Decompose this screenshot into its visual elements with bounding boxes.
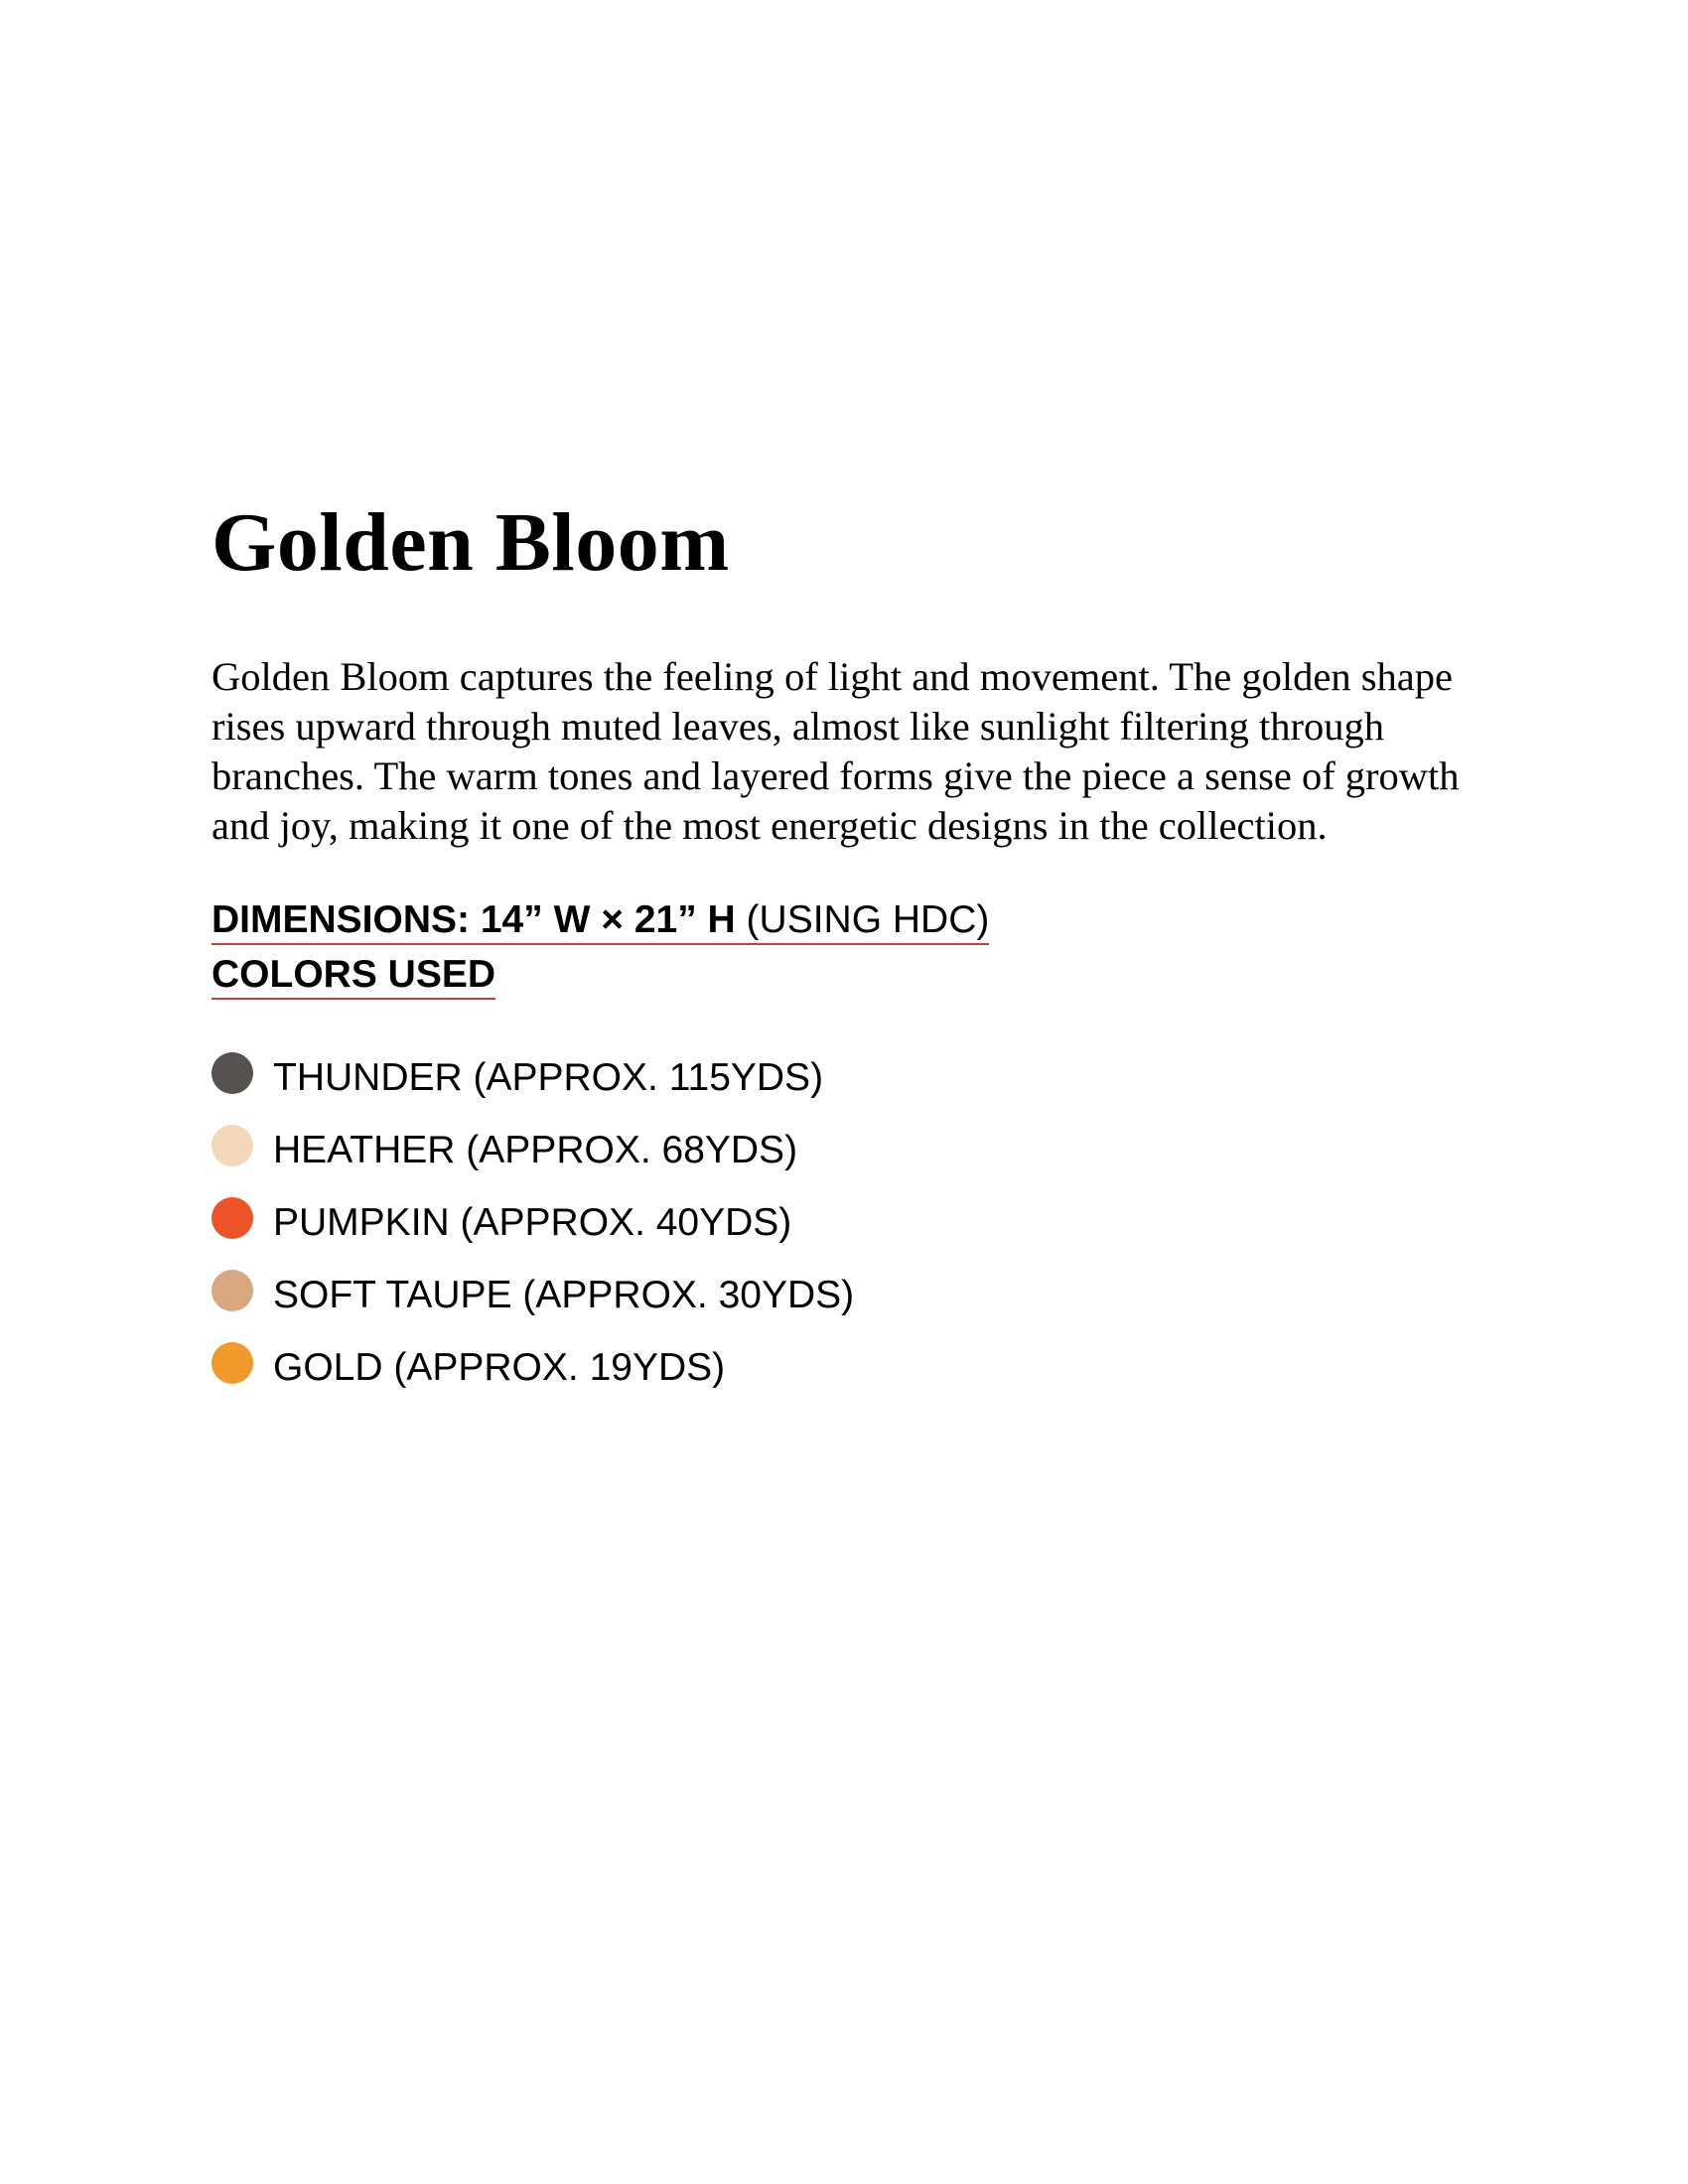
color-swatch-icon: [211, 1052, 253, 1094]
color-swatch-icon: [211, 1125, 253, 1166]
color-swatch-icon: [211, 1270, 253, 1311]
color-list: [211, 1041, 1502, 1404]
color-label: THUNDER (APPROX. 115YDS): [273, 1055, 824, 1099]
color-swatch-icon: [211, 1342, 253, 1384]
color-label: HEATHER (APPROX. 68YDS): [273, 1128, 798, 1171]
dimensions-line: [211, 898, 989, 945]
color-item-heather: [211, 1114, 1502, 1186]
dimensions-label: DIMENSIONS: 14” W × 21” H: [211, 898, 736, 941]
color-label: PUMPKIN (APPROX. 40YDS): [273, 1200, 792, 1244]
color-item-gold: [211, 1331, 1502, 1404]
color-item-pumpkin: [211, 1186, 1502, 1259]
dimensions-note: (USING HDC): [735, 898, 990, 941]
color-item-thunder: [211, 1041, 1502, 1114]
color-label: GOLD (APPROX. 19YDS): [273, 1345, 726, 1389]
pattern-description: Golden Bloom captures the feeling of light and movement. The golden shape rises upward through muted leaves, almost like sunlight filtering through branches. The warm tones and layered forms give the piece a sense of growth and joy, making it one of the most energetic designs in the collection.: [211, 654, 1460, 848]
content-area: [211, 496, 1502, 1404]
color-label: SOFT TAUPE (APPROX. 30YDS): [273, 1273, 855, 1316]
color-item-soft-taupe: [211, 1259, 1502, 1331]
colors-used-heading: COLORS USED: [211, 953, 495, 1000]
pattern-title: Golden Bloom: [211, 496, 730, 589]
color-swatch-icon: [211, 1197, 253, 1239]
